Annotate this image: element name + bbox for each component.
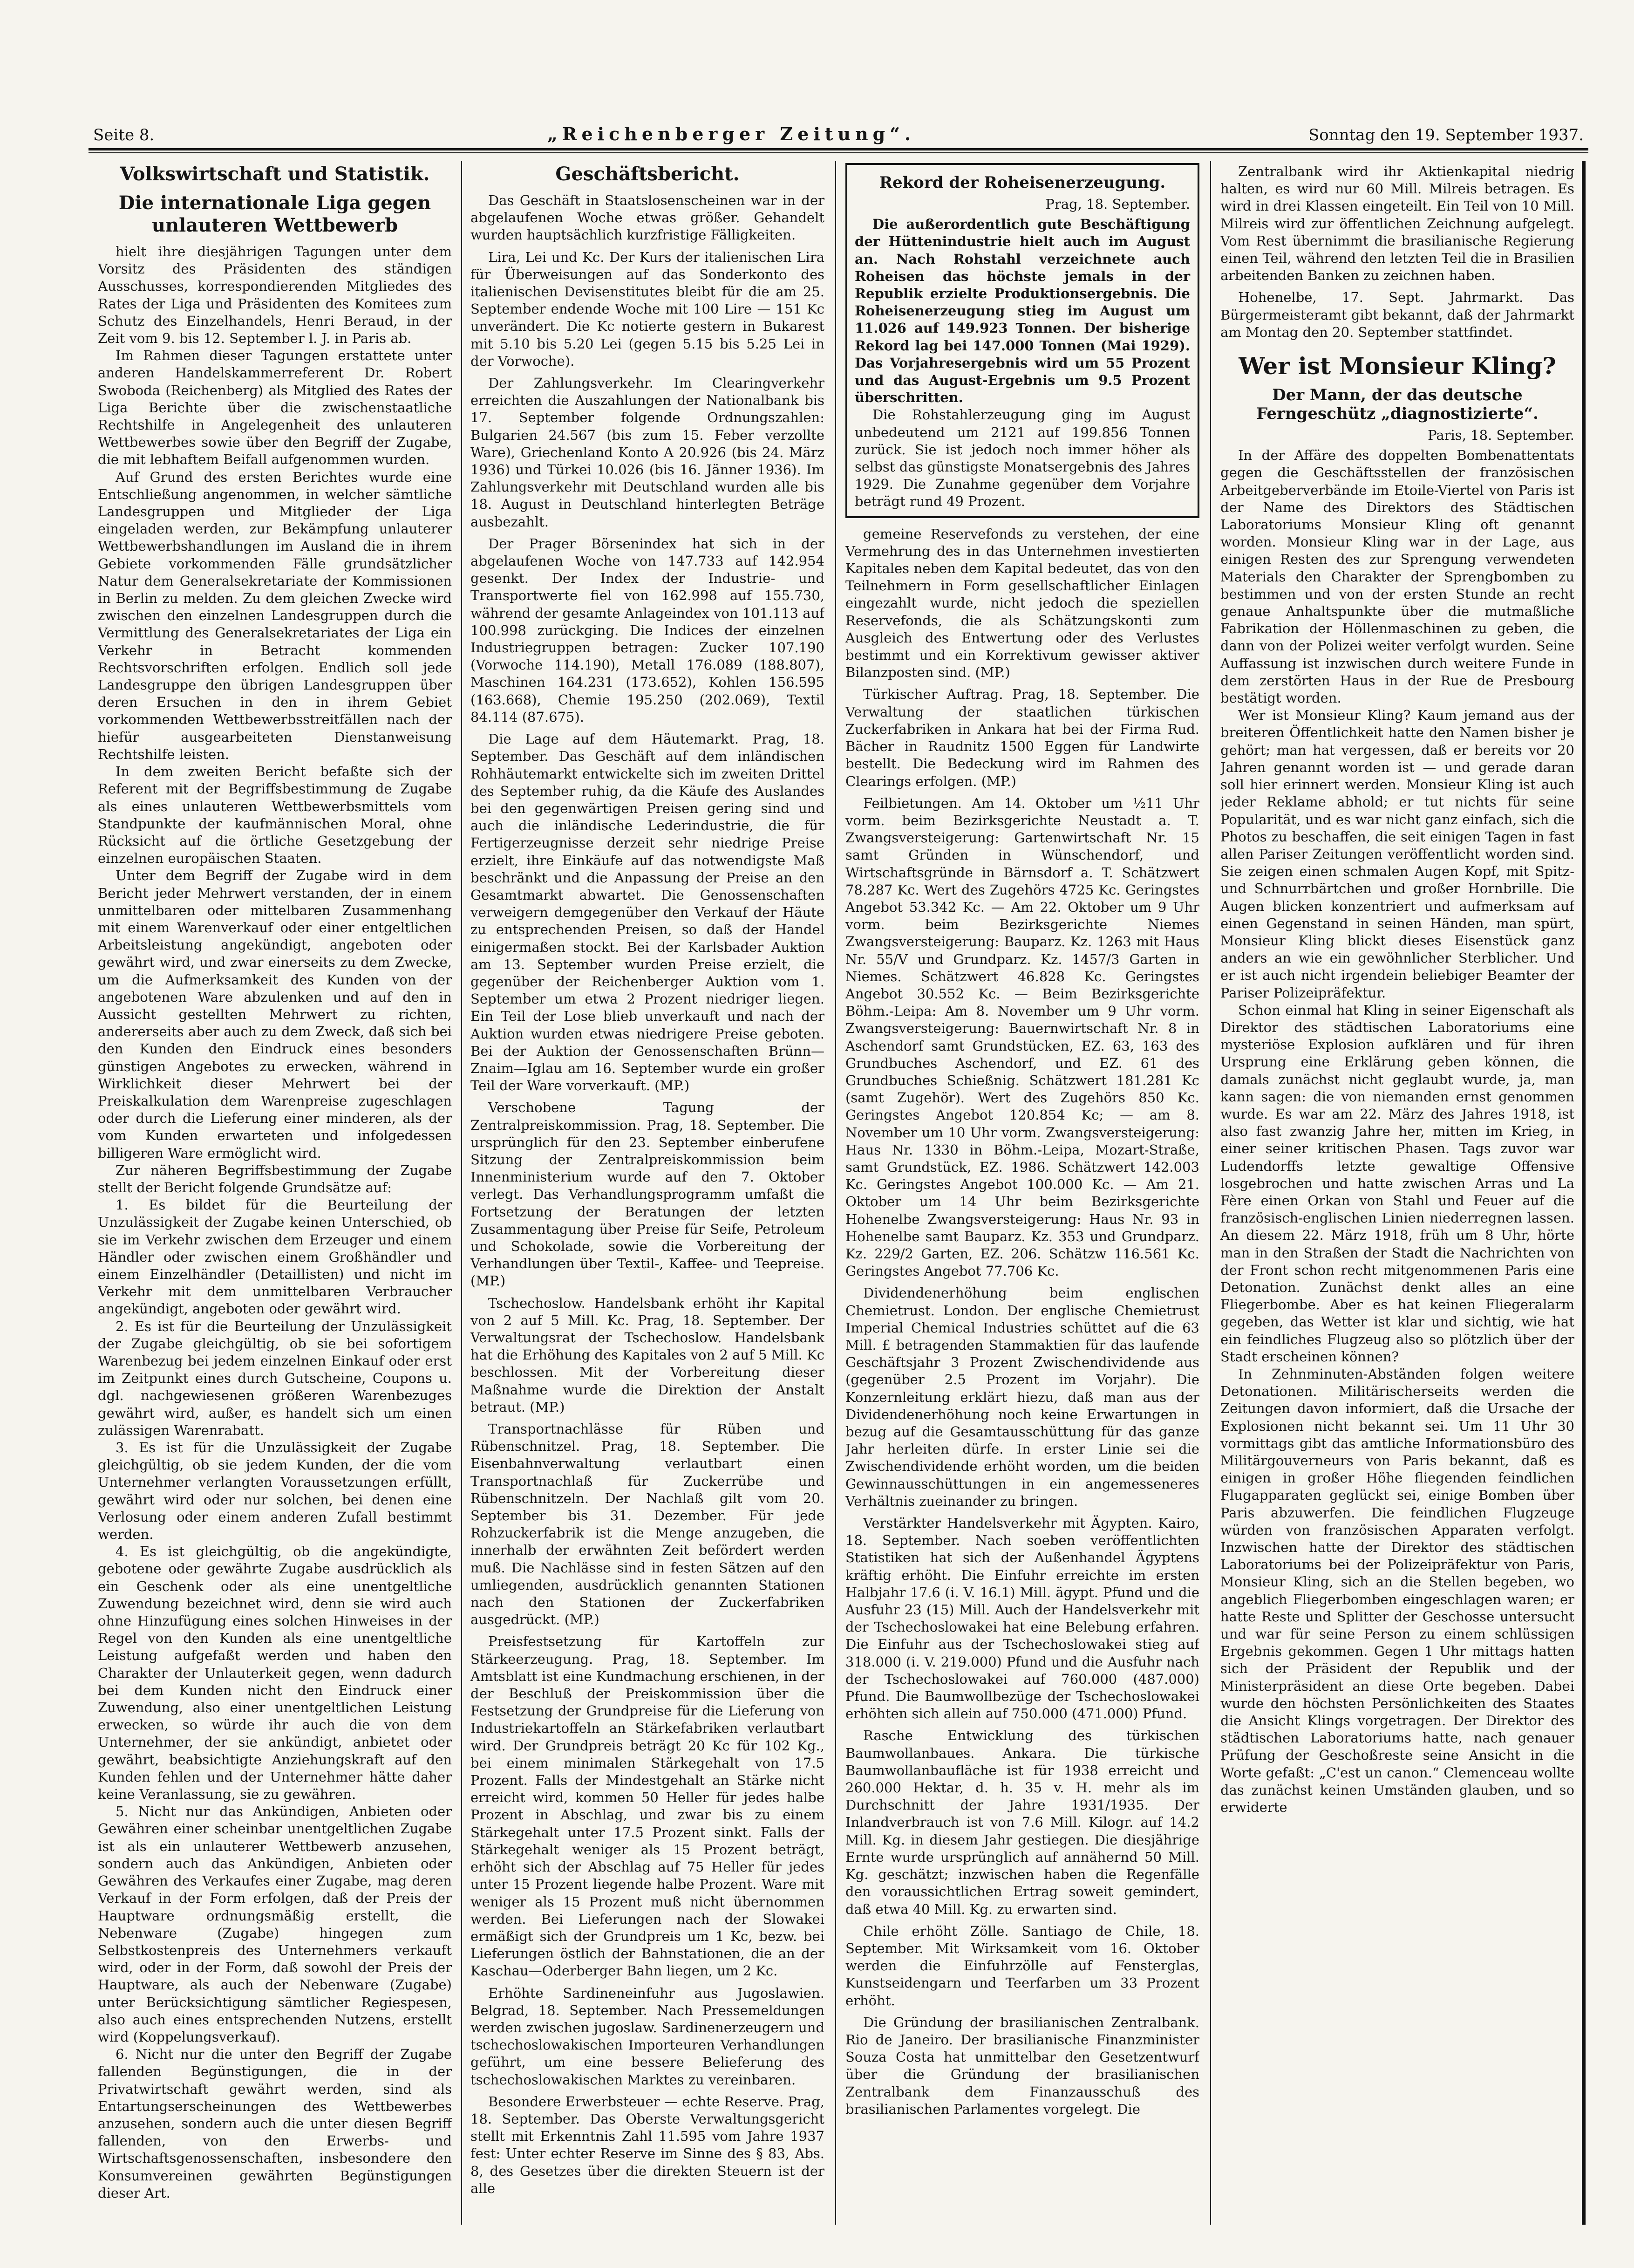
column-2: [470, 163, 824, 2222]
paragraph: 6. Nicht nur die unter den Begriff der Zugabe fallenden Begünstigungen, die in der Privatwirtschaft gewährt werden, sind als Entartungserscheinungen des Wettbewerbes anzusehen, sondern auch die unter diesen Begriff fallenden, von den Erwerbs- und Wirtschaftsgenossenschaften, insbesondere den Konsumvereinen gewährten Begünstigungen dieser Art.: [98, 2046, 452, 2201]
paragraph: 3. Es ist für die Unzulässigkeit der Zugabe gleichgültig, ob sie jedem Kunden, der die vom Unternehmer verlangten Voraussetzungen erfüllt, gewährt wird oder nur solchen, bei denen eine Verlosung oder einem anderen Zufall bestimmt werden.: [98, 1440, 452, 1543]
paragraph: In Zehnminuten-Abständen folgen weitere Detonationen. Militärischerseits werden die Zeitungen davon informiert, daß die Ursache der Explosionen nicht bekannt sei. Um 11 Uhr 30 vormittags gibt das amtliche Informationsbüro des Militärgouverneurs von Paris bekannt, daß es einigen in großer Höhe fliegenden feindlichen Flugapparaten geglückt sei, einige Bomben über Paris abzuwerfen. Die feindlichen Flugzeuge würden von französischen Apparaten verfolgt. Inzwischen hatte der Direktor des städtischen Laboratoriums bei der Polizeipräfektur von Paris, Monsieur Kling, sich an die Stellen begeben, wo angeblich Fliegerbomben eingeschlagen waren; er hatte Reste und Splitter der Geschosse untersucht und war für seine Person zu einem schlüssigen Ergebnis gekommen. Gegen 1 Uhr mittags hatten sich der Präsident der Republik und der Ministerpräsident an diese Orte begeben. Dabei wurde den höchsten Persönlichkeiten des Staates die Ansicht Klings vorgetragen. Der Direktor des städtischen Laboratoriums hatte, nach genauer Prüfung der Geschoßreste seine Ansicht in die Worte gefaßt: „C'est un canon.“ Clemenceau wollte das zunächst keinen Umständen glauben, und so erwiderte: [1220, 1366, 1574, 1816]
page-number: Seite 8.: [93, 126, 155, 144]
page-header: [93, 116, 1584, 144]
article-headline: Wer ist Monsieur Kling?: [1239, 352, 1556, 380]
article-headline: Rekord der Roheisenerzeugung.: [879, 173, 1166, 192]
news-item: Besondere Erwerbsteuer — echte Reserve. Prag, 18. September. Das Oberste Verwaltungsgericht stellt mit Erkenntnis Zahl 11.595 vom Jahre 1937 fest: Unter echter Reserve im Sinne des § 83, Abs. 8, des Gesetzes über die direkten Steuern ist der alle: [470, 2093, 824, 2196]
news-item: Erhöhte Sardineneinfuhr aus Jugoslawien. Belgrad, 18. September. Nach Pressemeldungen werden zwischen jugoslaw. Sardinenerzeugern und tschechoslowakischen Importeuren Verhandlungen geführt, um eine bessere Belieferung des tschechoslowakischen Marktes zu vereinbaren.: [470, 1985, 824, 2088]
column-4: [1220, 163, 1574, 2222]
paragraph: 2. Es ist für die Beurteilung der Unzulässigkeit der Zugabe gleichgültig, ob sie bei sofortigem Warenbezug bei jedem einzelnen Einkauf oder erst im Zeitpunkt eines durch Gutscheine, Coupons u. dgl. nachgewiesenen größeren Warenbezuges gewährt wird, außer, es handelt sich um einen zulässigen Warenrabatt.: [98, 1318, 452, 1438]
section-title: Geschäftsbericht.: [555, 163, 740, 185]
article-headline: Die internationale Liga gegen unlauteren Wettbewerb: [118, 192, 431, 236]
news-item: Feilbietungen. Am 14. Oktober um ½11 Uhr vorm. beim Bezirksgerichte Neustadt a. T. Zwangsversteigerung: Gartenwirtschaft Nr. 15 samt Gründen in Wünschendorf, und Wirtschaftsgründe in Bärnsdorf a. T. Schätzwert 78.287 Kc. Wert des Zugehörs 4725 Kc. Geringstes Angebot 53.342 Kc. — Am 22. Oktober um 9 Uhr vorm. beim Bezirksgerichte Niemes Zwangsversteigerung: Bauparz. Kz. 1263 mit Haus Nr. 55/V und Grundparz. Kz. 1457/3 Garten in Niemes. Schätzwert 46.828 Kc. Geringstes Angebot 30.552 Kc. — Beim Bezirksgerichte Böhm.-Leipa: Am 8. November um 9 Uhr vorm. Zwangsversteigerung: Bauernwirtschaft Nr. 8 in Aschendorf samt Grundstücken, EZ. 63, 163 des Grundbuches Aschendorf, und EZ. 61 des Grundbuches Schießnig. Schätzwert 181.281 Kc (samt Zugehör). Wert des Zugehörs 850 Kc. Geringstes Angebot 120.854 Kc; — am 8. November um 10 Uhr vorm. Zwangsversteigerung: Haus Nr. 1330 in Böhm.-Leipa, Mozart-Straße, samt Grundstück, EZ. 1986. Schätzwert 142.003 Kc. Geringstes Angebot 100.000 Kc. — Am 21. Oktober um 14 Uhr beim Bezirksgerichte Hohenelbe Zwangsversteigerung: Haus Nr. 93 in Hohenelbe samt Bauparz. Kz. 353 und Grundparz. Kz. 229/2 Garten, EZ. 206. Schätzw 116.561 Kc. Geringstes Angebot 77.706 Kc.: [845, 795, 1199, 1279]
paragraph: 1. Es bildet für die Beurteilung der Unzulässigkeit der Zugabe keinen Unterschied, ob sie im Verkehr zwischen dem Erzeuger und einem Händler oder zwischen einem Großhändler und einem Einzelhändler (Detaillisten) und nicht im Verkehr mit dem unmittelbaren Verbraucher angekündigt, angeboten oder gewährt wird.: [98, 1197, 452, 1317]
paragraph: hielt ihre diesjährigen Tagungen unter dem Vorsitz des Präsidenten des ständigen Ausschusses, korrespondierenden Mitgliedes des Rates der Liga und Präsidenten des Komitees zum Schutz des Einzelhandels, Henri Beraud, in der Zeit vom 9. bis 12. September l. J. in Paris ab.: [98, 244, 452, 347]
news-item: Das Geschäft in Staatslosenscheinen war in der abgelaufenen Woche etwas größer. Gehandelt wurden hauptsächlich kurzfristige Fälligkeiten.: [470, 192, 824, 243]
paragraph: 5. Nicht nur das Ankündigen, Anbieten oder Gewähren einer scheinbar unentgeltlichen Zugabe ist als ein unlauterer Wettbewerb anzusehen, sondern auch das Ankündigen, Anbieten oder Gewähren des Verkaufes einer Zugabe, mag deren Verkauf in der Form erfolgen, daß der Preis der Hauptware ordnungsmäßig erstellt, die Nebenware (Zugabe) hingegen zum Selbstkostenpreis des Unternehmers verkauft wird, oder in der Form, daß sowohl der Preis der Hauptware, als auch der Nebenware (Zugabe) unter Berücksichtigung sämtlicher Regiespesen, also auch eines entsprechenden Nutzens, erstellt wird (Koppelungsverkauf).: [98, 1803, 452, 2045]
dateline: Prag, 18. September.: [1045, 196, 1190, 212]
paragraph: Wer ist Monsieur Kling? Kaum jemand aus der breiteren Öffentlichkeit hatte den Namen bisher je gehört; man hat vergessen, daß er bereits vor 20 Jahren genannt worden ist — und gerade daran soll hier erinnert werden. Monsieur Kling ist auch jeder Reklame abhold; er tut nichts für seine Popularität, und es war nicht ganz einfach, sich die Photos zu beschaffen, die seit einigen Tagen in fast allen Pariser Zeitungen veröffentlicht worden sind. Sie zeigen einen schmalen Augen Kopf, mit Spitz- und Schnurrbärtchen und großer Hornbrille. Die Augen blicken konzentriert und aufmerksam auf einen Gegenstand in seinen Händen, man spürt, Monsieur Kling blickt dieses Eisenstück ganz anders an wie ein gewöhnlicher Sterblicher. Und er ist auch nicht irgendein beliebiger Beamter der Pariser Polizeipräfektur.: [1220, 707, 1574, 1001]
news-item: Türkischer Auftrag. Prag, 18. September. Die Verwaltung der staatlichen türkischen Zuckerfabriken in Ankara hat bei der Firma Rud. Bächer in Raudnitz 1500 Eggen für Landwirte bestellt. Die Bedeckung wird im Rahmen des Clearings erfolgen. (MP.): [845, 686, 1199, 789]
dateline: Paris, 18. September.: [1428, 427, 1574, 444]
column-1: [98, 163, 452, 2222]
paragraph: Schon einmal hat Kling in seiner Eigenschaft als Direktor des städtischen Laboratoriums eine mysteriöse Explosion aufklären und für ihren Ursprung eine Erklärung geben können, die damals zunächst nicht geglaubt wurde, ja, man kann sagen: die von niemanden ernst genommen wurde. Es war am 22. März des Jahres 1918, ist also fast zwanzig Jahre her, mitten im Krieg, in einer seiner kritischen Phasen. Tags zuvor war Ludendorffs letzte gewaltige Offensive losgebrochen und hatte zwischen Arras und La Fère einen Orkan von Stahl und Feuer auf die französisch-englischen Linien niederregnen lassen. An diesem 22. März 1918, früh um 8 Uhr, hörte man in den Straßen der Stadt die Nachrichten von der Front schon recht mitgenommenen Paris eine Detonation. Zunächst denkt alles an eine Fliegerbombe. Aber es hat keinen Fliegeralarm gegeben, das Wetter ist klar und sichtig, wie hat ein feindliches Flugzeug also so plötzlich über der Stadt erscheinen können?: [1220, 1002, 1574, 1365]
news-item: Chile erhöht Zölle. Santiago de Chile, 18. September. Mit Wirksamkeit vom 16. Oktober werden die Einfuhrzölle auf Fensterglas, Kunstseidengarn und Teerfarben um 33 Prozent erhöht.: [845, 1923, 1199, 2008]
issue-date: Sonntag den 19. September 1937.: [1308, 126, 1584, 144]
news-item: Verschobene Tagung der Zentralpreiskommission. Prag, 18. September. Die ursprünglich für den 23. September einberufene Sitzung der Zentralpreiskommission beim Innenministerium wurde auf den 7. Oktober verlegt. Das Verhandlungsprogramm umfaßt die Fortsetzung der Beratungen der letzten Zusammentagung über Preise für Seife, Petroleum und Schokolade, sowie die Vorbereitung der Verhandlungen über Textil-, Kaffee- und Teepreise. (MP.): [470, 1100, 824, 1289]
news-item: Transportnachlässe für Rüben und Rübenschnitzel. Prag, 18. September. Die Eisenbahnverwaltung verlautbart einen Transportnachlaß für Zuckerrübe und Rübenschnitzeln. Der Nachlaß gilt vom 20. September bis 31. Dezember. Für jede Rohzuckerfabrik ist die Menge anzugeben, die innerhalb der erwähnten Zeit befördert werden muß. Die Nachlässe sind in festen Sätzen auf den umliegenden, ausdrücklich genannten Stationen nach den Stationen der Zuckerfabriken ausgedrückt. (MP.): [470, 1421, 824, 1628]
paragraph: In dem zweiten Bericht befaßte sich der Referent mit der Begriffsbestimmung de Zugabe als eines unlauteren Wettbewerbsmittels vom Standpunkte der kaufmännischen Moral, ohne Rücksicht auf die örtliche Gesetzgebung der einzelnen europäischen Staaten.: [98, 764, 452, 867]
news-item: Tschechoslow. Handelsbank erhöht ihr Kapital von 2 auf 5 Mill. Kc. Prag, 18. September. Der Verwaltungsrat der Tschechoslow. Handelsbank hat die Erhöhung des Kapitales von 2 auf 5 Mill. Kc beschlossen. Mit der Vorbereitung dieser Maßnahme wurde die Direktion der Anstalt betraut. (MP.): [470, 1295, 824, 1415]
news-item: Dividendenerhöhung beim englischen Chemietrust. London. Der englische Chemietrust Imperial Chemical Industries schüttet auf die 63 Mill. £ betragenden Stammaktien für das laufende Geschäftsjahr 3 Prozent Zwischendividende aus (gegenüber 2.5 Prozent im Vorjahr). Die Konzernleitung erklärt hiezu, daß man aus der Dividendenerhöhung noch keine Erwartungen in bezug auf die Gesamtausschüttung für das ganze Jahr herleiten dürfe. In erster Linie sei die Zwischendividende erhöht worden, um die beiden Gewinnausschüttungen in ein angemesseneres Verhältnis zueinander zu bringen.: [845, 1285, 1199, 1509]
news-item: Verstärkter Handelsverkehr mit Ägypten. Kairo, 18. September. Nach soeben veröffentlichten Statistiken hat sich der Außenhandel Ägyptens kräftig erhöht. Die Einfuhr erreichte im ersten Halbjahr 17.6 (i. V. 16.1) Mill. ägypt. Pfund und die Ausfuhr 23 (15) Mill. Auch der Handelsverkehr mit der Tschechoslowakei hat eine Belebung erfahren. Die Einfuhr aus der Tschechoslowakei stieg auf 318.000 (i. V. 219.000) Pfund und die Ausfuhr nach der Tschechoslowakei auf 760.000 (487.000) Pfund. Die Baumwollbezüge der Tschechoslowakei erhöhten sich allein auf 750.000 (471.000) Pfund.: [845, 1515, 1199, 1722]
news-item: Preisfestsetzung für Kartoffeln zur Stärkeerzeugung. Prag, 18. September. Im Amtsblatt ist eine Kundmachung erschienen, in der der Beschluß der Preiskommission über die Festsetzung der Grundpreise für die Lieferung von Industriekartoffeln an Stärkefabriken verlautbart wird. Der Grundpreis beträgt 20 Kc für 102 Kg., bei einem minimalen Stärkegehalt von 17.5 Prozent. Falls der Mindestgehalt an Stärke nicht erreicht wird, kommen 50 Heller für jedes halbe Prozent in Abschlag, und zwar bis zu einem Stärkegehalt unter 17.5 Prozent sinkt. Falls der Stärkegehalt weniger als 15 Prozent beträgt, erhöht sich der Abschlag auf 75 Heller für jedes unter 15 Prozent liegende halbe Prozent. Ware mit weniger als 15 Prozent muß nicht übernommen werden. Bei Lieferungen nach der Slowakei ermäßigt sich der Grundpreis um 1 Kc, bezw. bei Lieferungen östlich der Bahnstationen, die an der Kaschau—Oderberger Bahn liegen, um 2 Kc.: [470, 1633, 824, 1979]
page-edge-bar: [1582, 161, 1586, 2225]
paragraph: gemeine Reservefonds zu verstehen, der eine Vermehrung des in das Unternehmen investierten Kapitales neben dem Kapital bedeutet, das von den Teilnehmern in Form gesellschaftlicher Einlagen eingezahlt wurde, nicht jedoch die speziellen Reservefonds, die als Schätzungskonti zum Ausgleich des Entwertung oder des Verlustes bestimmt und ein Korrektivum gewisser aktiver Bilanzposten sind. (MP.): [845, 526, 1199, 681]
paragraph: Die Rohstahlerzeugung ging im August unbedeutend um 2121 auf 199.856 Tonnen zurück. Sie ist jedoch noch immer höher als selbst das günstigste Monatsergebnis des Jahres 1929. Die Zunahme gegenüber dem Vorjahre beträgt rund 49 Prozent.: [855, 407, 1190, 510]
news-item: Die Gründung der brasilianischen Zentralbank. Rio de Janeiro. Der brasilianische Finanzminister Souza Costa hat unmittelbar den Gesetzentwurf über die Gründung der brasilianischen Zentralbank dem Finanzausschuß des brasilianischen Parlamentes vorgelegt. Die: [845, 2014, 1199, 2117]
newspaper-title: „Reichenberger Zeitung“.: [547, 123, 916, 144]
paragraph: Zur näheren Begriffsbestimmung der Zugabe stellt der Bericht folgende Grundsätze auf:: [98, 1162, 452, 1195]
paragraph: Zentralbank wird ihr Aktienkapital niedrig halten, es wird nur 60 Mill. Milreis betragen. Es wird in drei Klassen eingeteilt. Ein Teil von 10 Mill. Milreis wird zur öffentlichen Zeichnung aufgelegt. Vom Rest übernimmt die brasilianische Regierung einen Teil, während den letzten Teil die in Brasilien arbeitenden Banken zu zeichnen haben.: [1220, 164, 1574, 284]
paragraph: In der Affäre des doppelten Bombenattentats gegen die Geschäftsstellen der französischen Arbeitgeberverbände im Etoile-Viertel von Paris ist der Name des Direktors des Städtischen Laboratoriums Monsieur Kling oft genannt worden. Monsieur Kling war in der Lage, aus einigen Resten des zur Sprengung verwendeten Materials den Charakter der Sprengbomben zu bestimmen und von der ersten Stunde an recht genaue Anhaltspunkte über die mutmaßliche Fabrikation der Höllenmaschinen zu geben, die dann von der Polizei weiter verfolgt wurden. Seine Auffassung ist inzwischen durch weitere Funde in dem zerstörten Haus in der Rue de Presbourg bestätigt worden.: [1220, 447, 1574, 706]
column-3: [845, 163, 1199, 2222]
paragraph: Unter dem Begriff der Zugabe wird in dem Bericht jeder Mehrwert verstanden, der in einem unmittelbaren oder mittelbaren Zusammenhang mit einem Warenverkauf oder einer entgeltlichen Arbeitsleistung angekündigt, angeboten oder gewährt wird, und zwar einerseits zu dem Zwecke, um die Aufmerksamkeit des Kunden von der angebotenen Ware abzulenken und auf den in Aussicht gestellten Mehrwert zu richten, andererseits aber auch zu dem Zweck, daß sich bei den Kunden den Eindruck eines besonders günstigen Angebotes zu erwecken, während in Wirklichkeit dieser Mehrwert bei der Preiskalkulation dem Warenpreise zugeschlagen oder durch die Lieferung einer minderen, als der vom Kunden erwarteten und infolgedessen billigeren Ware ermöglicht wird.: [98, 868, 452, 1161]
paragraph: 4. Es ist gleichgültig, ob die angekündigte, gebotene oder gewährte Zugabe ausdrücklich als ein Geschenk oder als eine unentgeltliche Zuwendung bezeichnet wird, denn sie wird auch ohne Hinzufügung eines solchen Hinweises in der Regel von den Kunden als eine unentgeltliche Leistung aufgefaßt werden und haben den Charakter der Unlauterkeit gegen, wenn dadurch bei dem Kunden nicht den Eindruck einer Zuwendung, also einer unentgeltlichen Leistung erwecken, so würde ihr auch die von dem Unternehmer, der sie ankündigt, anbietet oder gewährt, beabsichtigte Anziehungskraft auf den Kunden fehlen und der Unternehmer hätte daher keine Veranlassung, sie zu gewähren.: [98, 1544, 452, 1803]
column-divider: [835, 161, 836, 2225]
news-item: Der Zahlungsverkehr. Im Clearingverkehr erreichten die Auszahlungen der Nationalbank bis 17. September folgende Ordnungszahlen: Bulgarien 24.567 (bis zum 15. Feber verzollte Ware), Griechenland Konto A 20.926 (bis 24. März 1936) und Türkei 10.026 (bis 16. Jänner 1936). Im Zahlungsverkehr mit Deutschland wurden alle bis 18. August in Deutschland hinterlegten Beträge ausbezahlt.: [470, 375, 824, 530]
lead-paragraph: Die außerordentlich gute Beschäftigung der Hüttenindustrie hielt auch im August an. Nach Rohstahl verzeichnete auch Roheisen das höchste jemals in der Republik erzielte Produktionsergebnis. Die Roheisenerzeugung stieg im August um 11.026 auf 149.923 Tonnen. Der bisherige Rekord lag bei 147.000 Tonnen (Mai 1929). Das Vorjahresergebnis wird um 55 Prozent und das August-Ergebnis um 9.5 Prozent überschritten.: [855, 216, 1190, 406]
header-rule: [89, 148, 1588, 150]
article-subheadline: Der Mann, der das deutsche Ferngeschütz „diagnostizierte“.: [1256, 386, 1539, 424]
column-divider: [461, 161, 462, 2225]
news-item: Die Lage auf dem Häutemarkt. Prag, 18. September. Das Geschäft auf dem inländischen Rohhäutemarkt entwickelte sich im zweiten Drittel des September ruhig, da die Käufe des Auslandes bei den gegenwärtigen Preisen gering sind und auch die inländische Lederindustrie, die für Fertigerzeugnisse derzeit sehr niedrige Preise erzielt, ihre Einkäufe auf das notwendigste Maß beschränkt und die Anpassung der Preise an den Gesamtmarkt abwartet. Die Genossenschaften verweigern demgegenüber den Verkauf der Häute zu entsprechenden Preisen, so daß der Handel einigermaßen stockt. Bei der Karlsbader Auktion am 13. September wurden Preise erzielt, die gegenüber der Reichenberger Auktion vom 1. September um etwa 2 Prozent niedriger liegen. Ein Teil der Lose blieb unverkauft und nach der Auktion wurden etwas niedrigere Preise geboten. Bei der Auktion der Genossenschaften Brünn—Znaim—Iglau am 16. September wurde ein großer Teil der Ware vorverkauft. (MP.): [470, 731, 824, 1094]
news-item: Rasche Entwicklung des türkischen Baumwollanbaues. Ankara. Die türkische Baumwollanbaufläche ist für 1938 erreicht und 260.000 Hektar, d. h. 35 v. H. mehr als im Durchschnitt der Jahre 1931/1935. Der Inlandverbrauch ist von 7.6 Mill. Kilogr. auf 14.2 Mill. Kg. in diesem Jahr gestiegen. Die diesjährige Ernte wurde ursprünglich auf annähernd 50 Mill. Kg. geschätzt; inzwischen haben die Regenfälle den voraussichtlichen Ertrag soweit gemindert, daß etwa 40 Mill. Kg. zu erwarten sind.: [845, 1728, 1199, 1917]
header-rule-thin: [89, 152, 1588, 153]
paragraph: Auf Grund des ersten Berichtes wurde eine Entschließung angenommen, in welcher sämtliche Landesgruppen und Mitglieder der Liga eingeladen werden, zur Bekämpfung unlauterer Wettbewerbshandlungen im Ausland die in ihrem Gebiete vorkommenden Fälle grundsätzlicher Natur dem Generalsekretariate der Kommissionen in Berlin zu melden. Zu dem gleichen Zwecke wird zwischen den einzelnen Landesgruppen durch die Vermittlung des Generalsekretariates der Liga ein Verkehr in Betracht kommenden Rechtsvorschriften erfolgen. Endlich soll jede Landesgruppe den übrigen Landesgruppen über deren Ersuchen in den in ihrem Gebiet vorkommenden Wettbewerbsstreitfällen nach der hiefür ausgearbeiteten Dienstanweisung Rechtshilfe leisten.: [98, 469, 452, 762]
news-item: Der Prager Börsenindex hat sich in der abgelaufenen Woche von 147.733 auf 142.954 gesenkt. Der Index der Industrie- und Transportwerte fiel von 162.998 auf 155.730, während der gesamte Anlageindex von 101.113 auf 100.998 zurückging. Die Indices der einzelnen Industriegruppen betragen: Zucker 107.190 (Vorwoche 114.190), Metall 176.089 (188.807), Maschinen 164.231 (173.652), Kohlen 156.595 (163.668), Chemie 195.250 (202.069), Textil 84.114 (87.675).: [470, 535, 824, 725]
column-divider: [1210, 161, 1211, 2225]
news-item: Hohenelbe, 17. Sept. Jahrmarkt. Das Bürgermeisteramt gibt bekannt, daß der Jahrmarkt am Montag den 20. September stattfindet.: [1220, 289, 1574, 340]
section-title: Volkswirtschaft und Statistik.: [120, 163, 430, 185]
news-item: Lira, Lei und Kc. Der Kurs der italienischen Lira für Überweisungen auf das Sonderkonto des italienischen Devisenstitutes bleibt für die am 25. September endende Woche mit 100 Lire — 151 Kc unverändert. Die Kc notierte gestern in Bukarest mit 5.10 bis 5.20 Lei (gegen 5.15 bis 5.25 Lei in der Vorwoche).: [470, 249, 824, 369]
boxed-article: [845, 163, 1199, 518]
paragraph: Im Rahmen dieser Tagungen erstattete unter anderen Handelskammerreferent Dr. Robert Swoboda (Reichenberg) als Mitglied des Rates der Liga Berichte über die zwischenstaatliche Rechtshilfe in Angelegenheit des unlauteren Wettbewerbes sowie über den Begriff der Zugabe, die mit lebhaftem Beifall aufgenommen wurden.: [98, 348, 452, 468]
